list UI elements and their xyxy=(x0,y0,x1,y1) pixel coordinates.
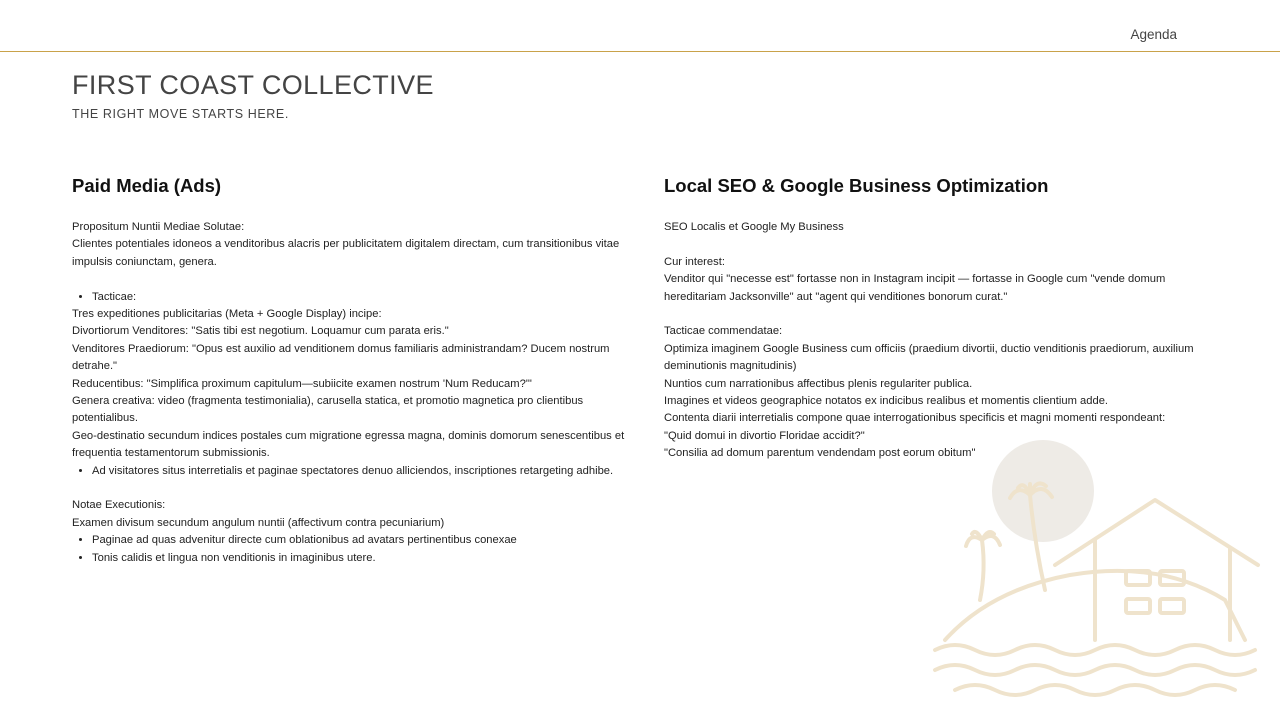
local-seo-heading: Local SEO & Google Business Optimization xyxy=(664,175,1049,196)
purpose-text: Clientes potentiales idoneos a venditoribus alacris per publicitatem digitalem directam, cum transitionibus vitae impulsis coniunctam, genera. xyxy=(72,238,620,268)
recommended-item: Contenta diarii interretialis compone quae interrogationibus specificis et magni momenti respondeant: xyxy=(664,412,1166,425)
house-palm-illustration xyxy=(925,438,1265,708)
tactics-list xyxy=(72,289,632,306)
notes-text: Examen divisum secundum angulum nuntii (affectivum contra pecuniarium) xyxy=(72,516,445,529)
tactics-bullet: • Tacticae: xyxy=(92,289,632,306)
recommended-item: Optimiza imaginem Google Business cum officiis (praedium divortii, ductio venditionis praediorum, auxilium deminutionis magnitudinis) xyxy=(664,342,1194,373)
wave-line xyxy=(935,645,1255,655)
retargeting-list xyxy=(72,463,632,480)
spacer xyxy=(72,271,632,288)
notes-item: • Tonis calidis et lingua non venditionis in imaginibus utere. xyxy=(92,550,632,567)
notes-label: Notae Executionis: xyxy=(72,499,166,512)
wave-line xyxy=(955,685,1235,695)
small-palm-trunk xyxy=(980,540,984,600)
local-seo-section xyxy=(664,174,1209,463)
tactic-estate: Venditores Praediorum: "Opus est auxilio ad venditionem domus familiaris administrandam? Ducem nostrum detrahe." xyxy=(72,342,610,373)
nav-link-agenda[interactable]: Agenda xyxy=(1130,27,1177,42)
window xyxy=(1160,599,1184,613)
geo-targeting: Geo-destinatio secundum indices postales cum migratione egressa magna, dominis domorum senescentibus et frequentia testamentorum submissionis. xyxy=(72,429,625,460)
why-text: Venditor qui "necesse est" fortasse non in Instagram incipit — fortasse in Google cum "vende domum hereditariam Jacksonville" aut "agent qui venditiones bonorum curat." xyxy=(664,273,1166,303)
paid-media-section xyxy=(72,174,632,567)
top-bar xyxy=(0,0,1280,52)
why-label: Cur interest: xyxy=(664,255,725,268)
recommended-item: Imagines et videos geographice notatos ex indicibus realibus et momentis clientium adde. xyxy=(664,395,1109,408)
creative-types: Genera creativa: video (fragmenta testimonialia), carusella statica, et promotio magnetica pro clientibus potentialibus. xyxy=(72,395,584,425)
recommended-item: Nuntios cum narrationibus affectibus plenis regulariter publica. xyxy=(664,377,973,390)
brand-tagline: THE RIGHT MOVE STARTS HERE. xyxy=(72,107,289,121)
tactics-intro: Tres expeditiones publicitarias (Meta + Google Display) incipe: xyxy=(72,308,382,321)
wave-line xyxy=(935,665,1255,675)
spacer xyxy=(664,306,1209,323)
window xyxy=(1126,599,1150,613)
recommended-item: "Quid domui in divortio Floridae accidit?" xyxy=(664,429,865,442)
purpose-label: Propositum Nuntii Mediae Solutae: xyxy=(72,221,245,233)
recommended-label: Tacticae commendatae: xyxy=(664,325,783,338)
paid-media-heading: Paid Media (Ads) xyxy=(72,175,222,196)
spacer xyxy=(72,480,632,497)
seo-subtitle: SEO Localis et Google My Business xyxy=(664,221,844,233)
brand-title: FIRST COAST COLLECTIVE xyxy=(72,70,434,100)
paid-media-body xyxy=(72,219,632,567)
notes-item: • Paginae ad quas advenitur directe cum oblationibus ad avatars pertinentibus conexae xyxy=(92,532,632,549)
tactic-divorce: Divortiorum Venditores: "Satis tibi est negotium. Loquamur cum parata eris." xyxy=(72,325,449,338)
tactic-downsize: Reducentibus: "Simplifica proximum capitulum—subiicite examen nostrum 'Num Reducam?'" xyxy=(72,377,532,390)
retargeting-bullet: • Ad visitatores situs interretialis et paginae spectatores denuo alliciendos, inscriptiones retargeting adhibe. xyxy=(92,463,632,480)
notes-list xyxy=(72,532,632,567)
recommended-item: "Consilia ad domum parentum vendendam post eorum obitum" xyxy=(664,447,976,460)
local-seo-body xyxy=(664,219,1209,463)
spacer xyxy=(664,236,1209,253)
